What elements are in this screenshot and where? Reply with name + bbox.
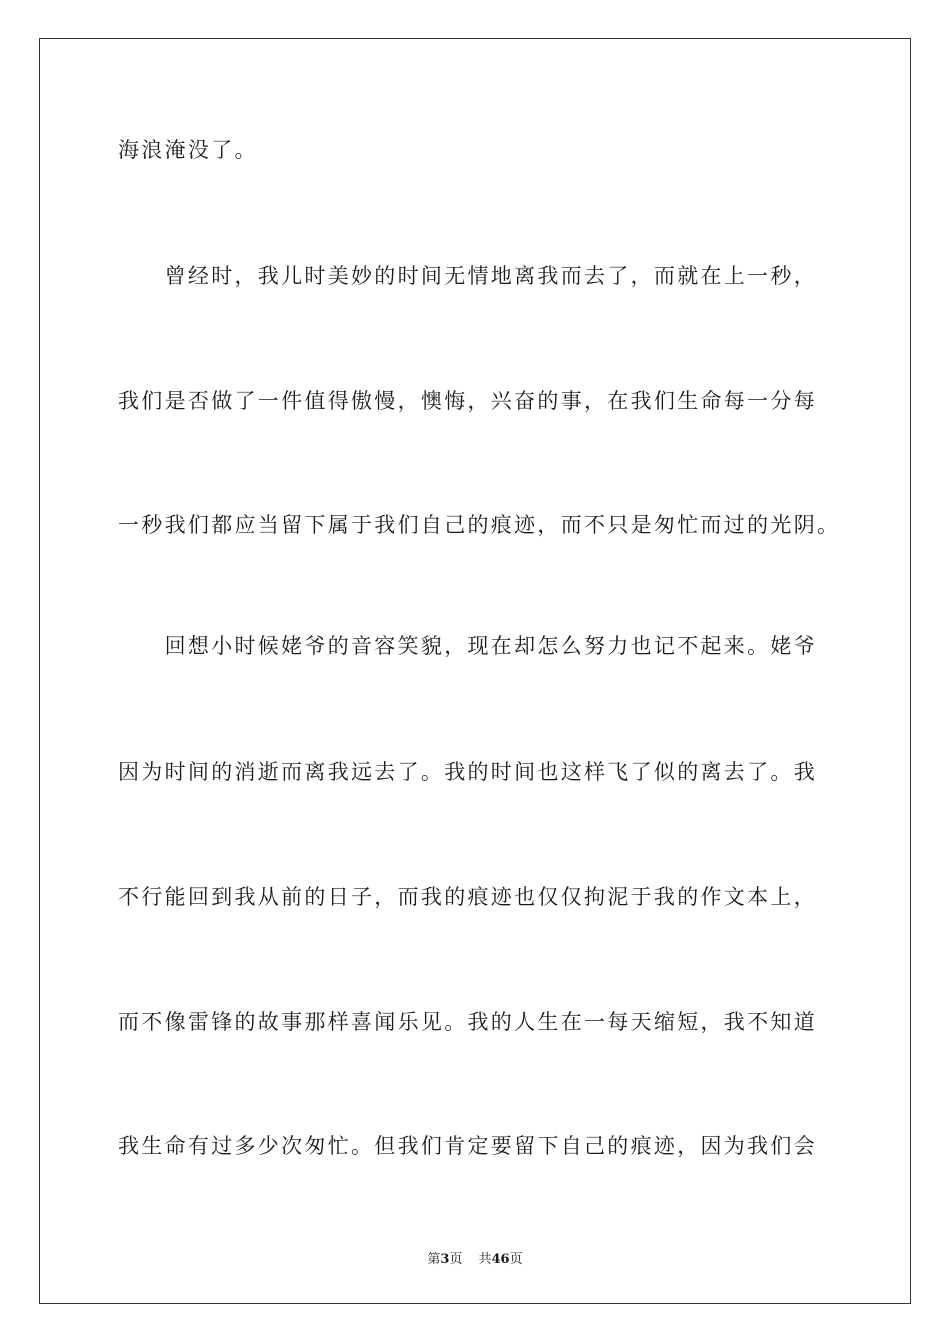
footer-total-prefix: 共 — [478, 1252, 492, 1267]
text-line-5: 回想小时候姥爷的音容笑貌，现在却怎么努力也记不起来。姥爷 — [118, 634, 817, 658]
text-line-1: 海浪淹没了。 — [118, 138, 258, 162]
text-line-4: 一秒我们都应当留下属于我们自己的痕迹，而不只是匆忙而过的光阴。 — [118, 513, 841, 537]
text-line-2: 曾经时，我儿时美妙的时间无情地离我而去了，而就在上一秒， — [118, 264, 817, 288]
page-footer — [0, 1248, 950, 1267]
footer-page-suffix: 页 — [449, 1252, 463, 1267]
text-line-9: 我生命有过多少次匆忙。但我们肯定要留下自己的痕迹，因为我们会 — [118, 1134, 817, 1158]
text-line-3: 我们是否做了一件值得傲慢，懊悔，兴奋的事，在我们生命每一分每 — [118, 389, 817, 413]
footer-page-number: 3 — [440, 1252, 450, 1267]
footer-total-suffix: 页 — [509, 1252, 523, 1267]
footer-page-prefix: 第 — [427, 1252, 441, 1267]
footer-total-pages: 46 — [491, 1252, 510, 1267]
text-line-7: 不行能回到我从前的日子，而我的痕迹也仅仅拘泥于我的作文本上， — [118, 885, 817, 909]
page-border — [39, 38, 911, 1304]
text-line-6: 因为时间的消逝而离我远去了。我的时间也这样飞了似的离去了。我 — [118, 760, 817, 784]
text-line-8: 而不像雷锋的故事那样喜闻乐见。我的人生在一每天缩短，我不知道 — [118, 1010, 817, 1034]
